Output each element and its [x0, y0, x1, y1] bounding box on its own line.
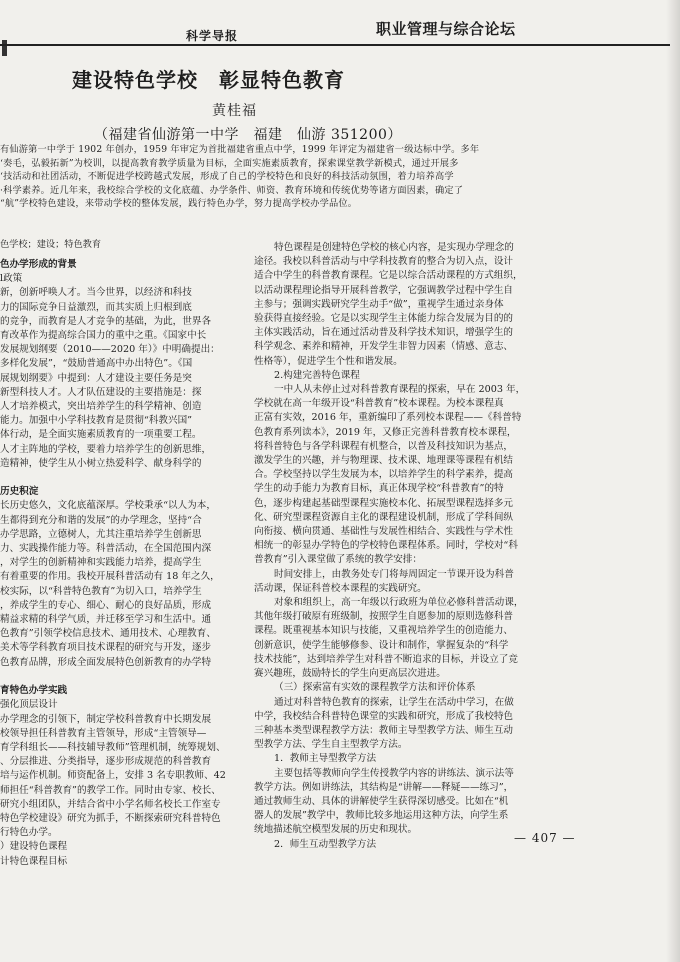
body-line: 验获得直接经验。它是以实现学生主体能力综合发展为目的的: [254, 313, 514, 325]
body-line: 学生的动手能力为教育目标，真正体现学校“科普教育”的特: [254, 483, 504, 495]
body-line: 力、实践操作能力等。科普活动，在全国范围内深: [0, 543, 212, 555]
body-line: 主体实践活动，旨在通过活动普及科学技术知识，增强学生的: [254, 327, 514, 339]
body-line: 中学，我校结合科普特色课堂的实践和研究，形成了我校特色: [254, 710, 514, 722]
body-line: 创新意识，使学生能够修参、设计和制作，掌握复杂的“科学: [254, 639, 509, 651]
body-line: 相统一的彰显办学特色的学校特色课程体系。同时，学校对“科: [254, 540, 518, 552]
body-line: 技术技能”，达到培养学生对科普不断追求的目标，并设立了竞: [254, 653, 518, 665]
body-line: 性格等），促进学生个性和谐发展。: [254, 355, 403, 367]
body-line: 展规划纲要》中提到：人才建设主要任务是突: [0, 372, 192, 384]
body-line: 正富有实效，2016 年，重新编印了系列校本课程——《科普特: [254, 412, 522, 424]
body-line: 对象和组织上，高一年级以行政班为单位必修科普活动课，: [274, 597, 524, 609]
body-line: 美术等学科教育项目技术课程的研究与开发，逐步: [0, 642, 212, 654]
body-line: 特色学校建设》研究为抓手，不断探索研究科普特色: [0, 812, 221, 824]
section-title: 职业管理与综合论坛: [376, 20, 516, 38]
article-title: 建设特色学校 彰显特色教育: [72, 68, 345, 92]
left-column: [0, 258, 246, 869]
body-line: 强化顶层设计: [0, 699, 58, 711]
body-line: 研究小组团队，并结合省中小学名师名校长工作室专: [0, 798, 221, 810]
body-line: 的竞争，而教育是人才竞争的基础，为此，世界各: [0, 315, 212, 327]
journal-section-label: 科学导报: [186, 29, 239, 43]
body-line: 科学观念、素养和精神，开发学生非智力因素（情感、意志、: [254, 341, 514, 353]
body-line: 色，逐步构建起基础型课程实施校本化、拓展型课程选择多元: [254, 497, 514, 509]
body-line: 力的国际竞争日益激烈，而其实质上归根到底: [0, 301, 192, 313]
body-line: 行特色办学。: [0, 827, 58, 839]
body-line: 以活动课程理论指导开展科普教学，它强调教学过程中学生自: [254, 284, 514, 296]
body-line: 能力。加强中小学科技教育是贯彻“科教兴国”: [0, 415, 193, 427]
body-line: 生都得到充分和谐的发展”的办学理念，坚持“合: [0, 514, 202, 526]
body-line: l政策: [0, 273, 23, 285]
body-line: 色教育系列读本》，2019 年，又修正完善科普教育校本课程，: [254, 426, 517, 438]
abstract: [0, 143, 660, 211]
body-line: [0, 471, 246, 485]
body-line: 学校就在高一年级开设“科普教育”校本课程。为校本课程真: [254, 398, 504, 410]
scan-shadow: [666, 0, 680, 962]
body-line: 时间安排上，由教务处专门将每周固定一节课开设为科普: [274, 568, 514, 580]
body-line: 普教育”引入课堂做了系统的教学安排：: [254, 554, 422, 566]
body-line: 化、研究型课程资源自主化的课程建设机制，形成了学科间纵: [254, 511, 514, 523]
body-line: 教学方法。例如讲练法，其结构是“讲解——释疑——练习”，: [254, 781, 514, 793]
body-line: [0, 670, 246, 684]
body-line: 2．师生互动型教学方法: [274, 838, 377, 850]
body-line: 1．教师主导型教学方法: [274, 753, 377, 765]
body-line: 赛兴趣班，鼓励特长的学生向更高层次进进。: [254, 668, 446, 680]
abstract-line: ‘技活动和社团活动，不断促进学校跨越式发展，形成了自己的学校特色和良好的科技活动氛围，着力培养高学: [0, 171, 454, 182]
scan-edge-mark: [2, 40, 7, 56]
body-line: 校实际，以“科普特色教育”为切入口，培养学生: [0, 585, 202, 597]
body-line: 将科普特色与各学科课程有机整合，以普及科技知识为基点，: [254, 440, 514, 452]
body-line: 造精神，使学生从小树立热爱科学、献身科学的: [0, 457, 202, 469]
body-line: 发展规划纲要（2010——2020 年）》中明确提出：: [0, 344, 220, 356]
section-heading: 历史积淀: [0, 486, 39, 498]
body-line: 型教学方法、学生自主型教学方法。: [254, 739, 408, 751]
body-line: 2.构建完善特色课程: [274, 369, 360, 381]
body-line: 、分层推进、分类指导，逐步形成规范的科普教育: [0, 756, 212, 768]
body-line: 通过对科普特色教育的探索，让学生在活动中学习，在做: [274, 696, 514, 708]
body-line: 长历史悠久，文化底蕴深厚。学校秉承“以人为本，: [0, 500, 216, 512]
body-line: 办学思路，立德树人，尤其注重培养学生创新思: [0, 528, 202, 540]
body-line: 办学理念的引领下，制定学校科普教育中长期发展: [0, 713, 212, 725]
body-line: 师担任“科普教育”的教学工作。同时由专家、校长、: [0, 784, 221, 796]
body-line: ）建设特色课程: [0, 841, 68, 853]
keywords: 色学校；建设；特色教育: [0, 239, 102, 250]
header-rule: [0, 44, 670, 46]
body-line: 培与运作机制。师资配备上，安排 3 名专职教师、42: [0, 770, 226, 782]
body-line: 一中人从未停止过对科普教育课程的探索，早在 2003 年，: [274, 384, 526, 396]
body-line: ，对学生的创新精神和实践能力培养，提高学生: [0, 557, 202, 569]
body-line: 向衔接、横向贯通、基础性与发展性相结合、实践性与学术性: [254, 526, 514, 538]
body-line: 器人的发展”教学中，教师比较多地运用这种方法，向学生系: [254, 810, 509, 822]
abstract-line: 有仙游第一中学于 1902 年创办，1959 年审定为首批福建省重点中学，1999 年评定为福建省一级达标中学。多年: [0, 144, 480, 155]
body-line: 特色课程是创建特色学校的核心内容，是实现办学理念的: [274, 242, 514, 253]
body-line: 育学科组长——科技辅导教师”管理机制，统筹规划、: [0, 741, 226, 753]
body-line: 色教育”引领学校信息技术、通用技术、心理教育、: [0, 628, 216, 640]
body-line: 活动课，保证科普校本课程的实践研究。: [254, 582, 427, 594]
right-column: [254, 241, 560, 852]
body-line: 其他年级打破原有班级制，按照学生自愿参加的原则选修科普: [254, 611, 514, 623]
body-line: 体行动，是全面实施素质教育的一项重要工程。: [0, 429, 202, 441]
article-affiliation: （福建省仙游第一中学 福建 仙游 351200）: [94, 127, 402, 143]
body-line: 多样化发展”，“鼓励普通高中办出特色”。《国: [0, 358, 193, 370]
section-heading: 色办学形成的背景: [0, 259, 77, 270]
body-line: ，养成学生的专心、细心、耐心的良好品质，形成: [0, 599, 212, 611]
body-line: 通过教师生动、具体的讲解使学生获得深切感受。比如在“机: [254, 795, 509, 807]
abstract-line: ·科学素养。近几年来，我校综合学校的文化底蕴、办学条件、师资、教育环境和传统优势等诸方面因素，确定了: [0, 184, 464, 196]
body-line: 精益求精的科学气质，并迁移至学习和生活中。通: [0, 614, 212, 626]
page-number: — 407 —: [514, 831, 576, 845]
body-line: 色教育品牌，形成全面发展特色创新教育的办学特: [0, 656, 212, 668]
body-line: 适合中学生的科普教育课程。它是以综合活动课程的方式组织，: [254, 270, 523, 282]
abstract-line: ‘奏毛，弘毅拓新”为校训，以提高教育教学质量为目标，全面实施素质教育，探索课堂教学新模式，通过开展多: [0, 157, 459, 169]
body-line: 主要包括等教师向学生传授教学内容的讲练法、演示法等: [274, 767, 514, 779]
body-line: 途径。我校以科普活动与中学科技教育的整合为切入点，设计: [254, 256, 514, 268]
body-line: 激发学生的兴趣，并与物理课、技术课、地理课等课程有机结: [254, 455, 514, 467]
section-heading: 育特色办学实践: [0, 685, 68, 697]
body-line: 三种基本类型课程教学方法：教师主导型教学方法、师生互动: [254, 724, 514, 736]
body-line: 人才主阵地的学校，要着力培养学生的创新思维，: [0, 443, 212, 455]
body-line: 校领导担任科普教育主管领导，形成“主管领导—: [0, 727, 207, 739]
body-line: 新型科技人才。人才队伍建设的主要措施是：探: [0, 386, 202, 398]
body-line: 主参与；强调实践研究学生动手“做”，重视学生通过亲身体: [254, 298, 504, 310]
body-line: 育改革作为提高综合国力的重中之重。《国家中长: [0, 330, 207, 342]
body-line: 课程。既重视基本知识与技能，又重视培养学生的创造能力、: [254, 625, 514, 637]
article-author: 黄桂福: [212, 103, 257, 119]
body-line: （三）探索富有实效的课程教学方法和评价体系: [274, 682, 476, 694]
body-line: 统地描述航空模型发展的历史和现状。: [254, 824, 418, 836]
body-line: 有着重要的作用。我校开展科普活动有 18 年之久，: [0, 571, 220, 583]
body-line: 新，创新呼唤人才。当今世界，以经济和科技: [0, 287, 192, 299]
body-line: 计特色课程目标: [0, 855, 68, 867]
body-line: 人才培养模式，突出培养学生的科学精神、创造: [0, 401, 202, 413]
abstract-line: “航”学校特色建设，来带动学校的整体发展，践行特色办学，努力提高学校办学品位。: [0, 198, 358, 209]
body-line: 合。学校坚持以学生发展为本，以培养学生的科学素养，提高: [254, 469, 514, 481]
